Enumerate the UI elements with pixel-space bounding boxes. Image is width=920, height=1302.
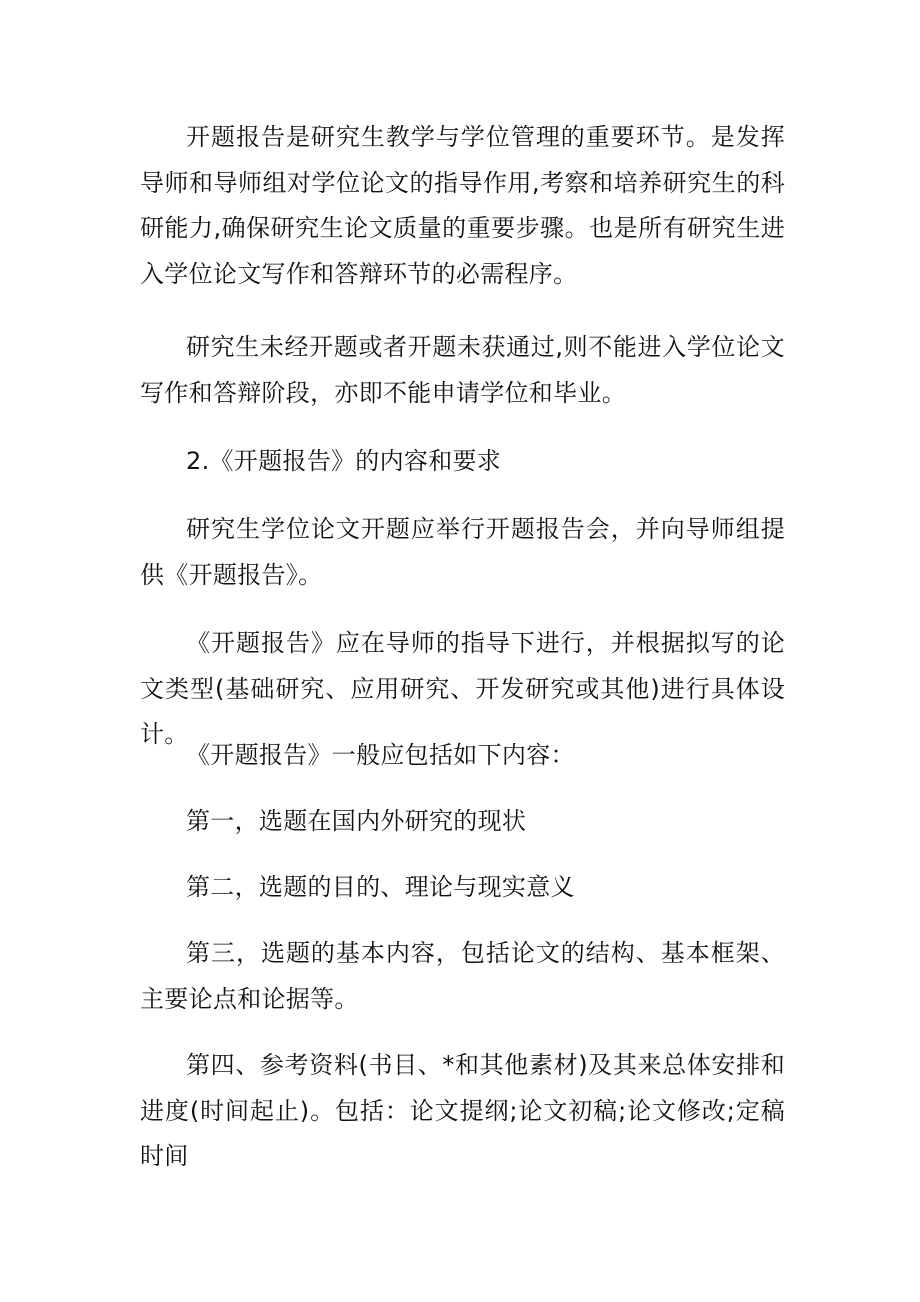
paragraph-condition: 研究生未经开题或者开题未获通过,则不能进入学位论文写作和答辩阶段，亦即不能申请学位和毕业。 <box>140 333 785 407</box>
paragraph-intro: 开题报告是研究生教学与学位管理的重要环节。是发挥导师和导师组对学位论文的指导作用,考察和培养研究生的科研能力,确保研究生论文质量的重要步骤。也是所有研究生进入学位论文写作和答辩环节的必需程序。 <box>140 123 785 288</box>
list-item-third: 第三，选题的基本内容，包括论文的结构、基本框架、主要论点和论据等。 <box>140 939 785 1013</box>
list-item-fourth: 第四、参考资料(书目、*和其他素材)及其来总体安排和进度(时间起止)。包括：论文提纲;论文初稿;论文修改;定稿时间 <box>140 1051 785 1170</box>
paragraph-guidance: 《开题报告》应在导师的指导下进行，并根据拟写的论文类型(基础研究、应用研究、开发研究或其他)进行具体设计。 <box>140 629 785 748</box>
paragraph-contents-intro: 《开题报告》一般应包括如下内容： <box>186 741 575 769</box>
paragraph-meeting: 研究生学位论文开题应举行开题报告会，并向导师组提供《开题报告》。 <box>140 515 785 589</box>
list-item-second: 第二，选题的目的、理论与现实意义 <box>186 873 575 901</box>
list-item-first: 第一，选题在国内外研究的现状 <box>186 807 527 835</box>
section-heading: 2.《开题报告》的内容和要求 <box>186 447 502 475</box>
